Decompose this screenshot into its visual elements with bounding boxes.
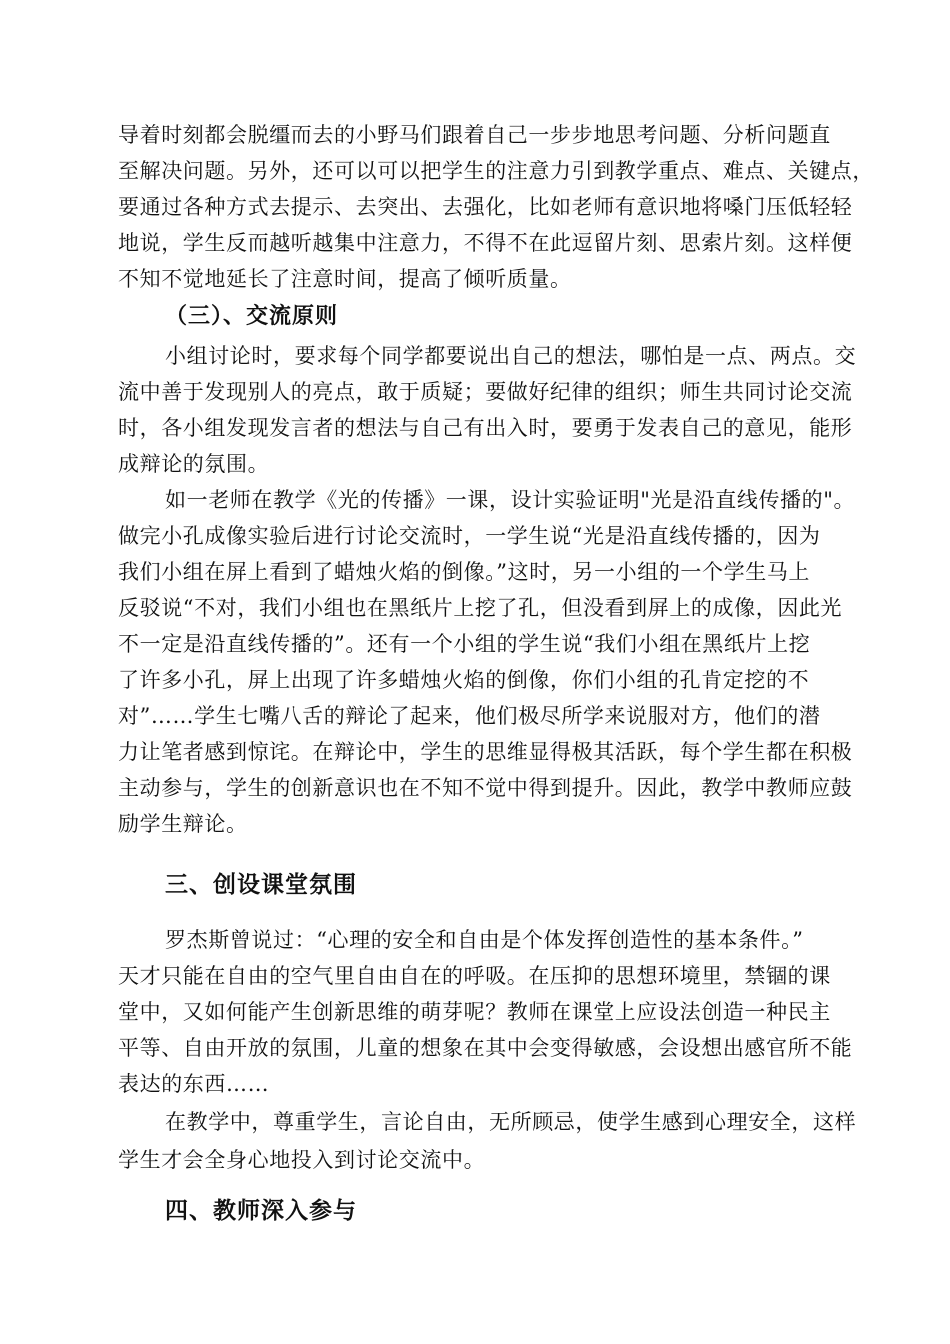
text-line: 我们小组在屏上看到了蜡烛火焰的倒像。”这时，另一小组的一个学生马上 [118, 560, 811, 584]
text-line: 表达的东西…… [118, 1072, 270, 1096]
text-line: 地说，学生反而越听越集中注意力，不得不在此逗留片刻、思索片刻。这样便 [118, 231, 853, 255]
section-heading-teacher-participation: 四、教师深入参与 [165, 1198, 357, 1224]
text-line: 力让笔者感到惊诧。在辩论中，学生的思维显得极其活跃，每个学生都在积极 [118, 740, 853, 764]
text-line: 堂中，又如何能产生创新思维的萌芽呢？教师在课堂上应设法创造一种民主 [118, 1000, 831, 1024]
subsection-heading-communication: （三）、交流原则 [165, 304, 339, 329]
text-line: 反驳说“不对，我们小组也在黑纸片上挖了孔，但没看到屏上的成像，因此光 [118, 596, 843, 620]
section-heading-classroom-atmosphere: 三、创设课堂氛围 [165, 872, 357, 898]
text-line: 流中善于发现别人的亮点，敢于质疑；要做好纪律的组织；师生共同讨论交流 [118, 380, 853, 404]
text-line: 平等、自由开放的氛围，儿童的想象在其中会变得敏感，会设想出感官所不能 [118, 1036, 853, 1060]
text-line: 做完小孔成像实验后进行讨论交流时，一学生说“光是沿直线传播的，因为 [118, 524, 821, 548]
text-line: 学生才会全身心地投入到讨论交流中。 [118, 1148, 486, 1172]
text-line: 至解决问题。另外，还可以可以把学生的注意力引到教学重点、难点、关键点， [118, 159, 874, 183]
text-line: 要通过各种方式去提示、去突出、去强化，比如老师有意识地将嗓门压低轻轻 [118, 195, 853, 219]
text-line: 如一老师在教学《光的传播》一课，设计实验证明"光是沿直线传播的"。 [165, 488, 856, 512]
text-line: 成辩论的氛围。 [118, 452, 270, 476]
text-line: 导着时刻都会脱缰而去的小野马们跟着自己一步步地思考问题、分析问题直 [118, 123, 831, 147]
text-line: 天才只能在自由的空气里自由自在的呼吸。在压抑的思想环境里，禁锢的课 [118, 964, 831, 988]
text-line: 小组讨论时，要求每个同学都要说出自己的想法，哪怕是一点、两点。交 [165, 344, 857, 368]
text-line: 不一定是沿直线传播的”。还有一个小组的学生说“我们小组在黑纸片上挖 [118, 632, 811, 656]
text-line: 励学生辩论。 [118, 812, 248, 836]
text-line: 对”……学生七嘴八舌的辩论了起来，他们极尽所学来说服对方，他们的潜 [118, 704, 821, 728]
text-line: 时，各小组发现发言者的想法与自己有出入时，要勇于发表自己的意见，能形 [118, 416, 853, 440]
text-line: 不知不觉地延长了注意时间，提高了倾听质量。 [118, 267, 572, 291]
text-line: 了许多小孔，屏上出现了许多蜡烛火焰的倒像，你们小组的孔肯定挖的不 [118, 668, 810, 692]
text-line: 在教学中，尊重学生，言论自由，无所顾忌，使学生感到心理安全，这样 [165, 1110, 857, 1134]
text-line: 主动参与，学生的创新意识也在不知不觉中得到提升。因此，教学中教师应鼓 [118, 776, 853, 800]
text-line: 罗杰斯曾说过：“心理的安全和自由是个体发挥创造性的基本条件。” [165, 928, 804, 952]
